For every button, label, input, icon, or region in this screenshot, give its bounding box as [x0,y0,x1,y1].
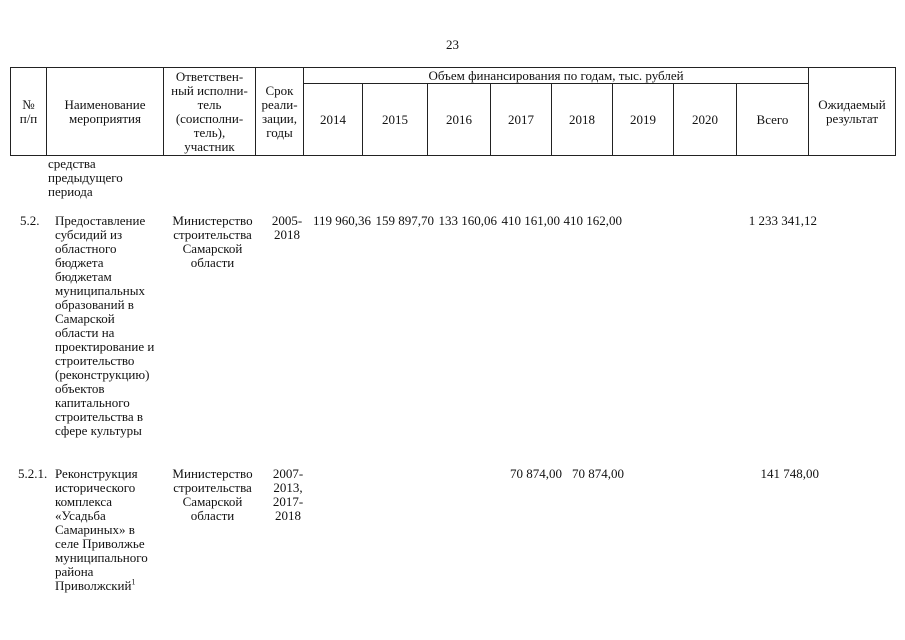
row-2-responsible: Министерство строительства Самарской области [172,466,253,523]
header-total: Всего [737,84,809,156]
row-1-responsible: Министерство строительства Самарской области [172,213,253,270]
row-2-footnote: 1 [131,577,136,587]
header-name: Наименование мероприятия [47,68,164,156]
table-header [10,67,896,156]
header-year-2019: 2019 [613,84,674,156]
row-1-value-2017: 410 161,00 [501,213,560,228]
header-result: Ожидаемый результат [809,68,896,156]
row-1-value-total: 1 233 341,12 [748,213,817,228]
row-2-value-2018: 70 874,00 [572,466,624,481]
row-2-value-2017: 70 874,00 [510,466,562,481]
header-year-2017: 2017 [491,84,552,156]
row-1-no: 5.2. [20,213,40,228]
row-1-value-2016: 133 160,06 [438,213,497,228]
header-responsible: Ответствен- ный исполни- тель (соисполни- тель), участник [164,68,256,156]
header-year-2015: 2015 [363,84,428,156]
header-no: № п/п [11,68,47,156]
row-1-name: Предоставление субсидий из областного бюджета бюджетам муниципальных образований в Самарской области на проектирование и строительство (реконструкцию) объектов капитального строительства в сфере культуры [55,213,155,438]
row-1-value-2015: 159 897,70 [375,213,434,228]
header-year-2016: 2016 [428,84,491,156]
page-number: 23 [446,37,459,52]
row-2-value-total: 141 748,00 [760,466,819,481]
header-year-2020: 2020 [674,84,737,156]
row-2-name: Реконструкция исторического комплекса «Усадьба Самариных» в селе Приволжье муниципального района Приволжский$^1$ [55,466,148,593]
header-term: Срок реали- зации, годы [256,68,304,156]
row-2-no: 5.2.1. [18,466,48,481]
row-0-name: средства предыдущего периода [48,156,123,199]
header-year-2014: 2014 [304,84,363,156]
header-financing: Объем финансирования по годам, тыс. рублей [304,68,809,84]
header-year-2018: 2018 [552,84,613,156]
row-1-value-2018: 410 162,00 [563,213,622,228]
row-2-term: 2007- 2013, 2017- 2018 [272,466,304,523]
row-1-term: 2005- 2018 [271,213,303,242]
row-1-value-2014: 119 960,36 [312,213,371,228]
